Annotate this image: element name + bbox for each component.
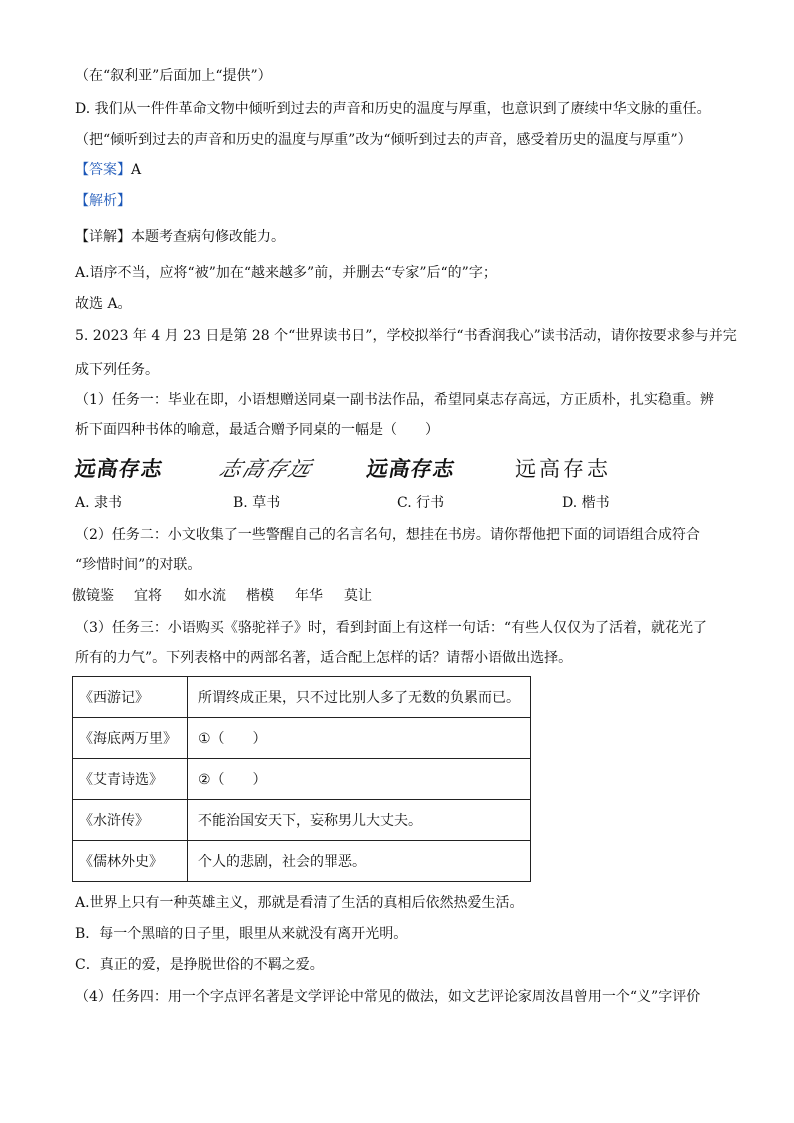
option-b: B. 草书 [233,495,281,511]
table-row [73,677,531,718]
table-row [73,759,531,800]
word-item: 傲镜鉴 [72,588,114,604]
explanation-a: A.语序不当，应将“被”加在“越来越多”前，并删去“专家”后“的”字； [75,265,497,281]
choice-a: A.世界上只有一种英雄主义，那就是看清了生活的真相后依然热爱生活。 [75,895,524,911]
task2-line1: （2）任务二：小文收集了一些警醒自己的名言名句，想挂在书房。请你帮他把下面的词语组合成符合 [75,527,700,543]
masterpiece-table [72,676,531,882]
book-title: 《儒林外史》 [73,841,188,882]
word-item: 如水流 [184,588,226,604]
question-5-line2: 成下列任务。 [75,362,159,378]
book-title: 《艾青诗选》 [73,759,188,800]
detail-text: 本题考查病句修改能力。 [131,229,285,245]
option-c: C. 行书 [397,495,445,511]
book-title: 《西游记》 [73,677,188,718]
calligraphy-caoshu: 志高存远 [216,457,316,481]
answer-tag: 【答案】 [75,162,131,178]
choose-a: 故选 A。 [75,296,132,312]
task3-line2: 所有的力气”。下列表格中的两部名著，适合配上怎样的话？请帮小语做出选择。 [75,650,573,666]
word-item: 楷模 [246,588,274,604]
rev-note-d: （把“倾听到过去的声音和历史的温度与厚重”改为“倾听到过去的声音，感受着历史的温度与厚重”） [75,132,692,148]
analysis-line [75,191,131,211]
detail-tag: 【详解】 [75,229,131,245]
option-d: D. 我们从一件件革命文物中倾听到过去的声音和历史的温度与厚重，也意识到了赓续中华文脉的重任。 [75,101,711,117]
script-options [75,493,715,513]
word-item: 莫让 [344,588,372,604]
book-quote: 所谓终成正果，只不过比别人多了无数的负累而已。 [188,677,531,718]
book-title: 《海底两万里》 [73,718,188,759]
rev-note-c: （在“叙利亚”后面加上“提供”） [75,68,272,84]
task4-line1: （4）任务四：用一个字点评名著是文学评论中常见的做法，如文艺评论家周汝昌曾用一个“义”字评价 [75,989,701,1005]
task2-line2: “珍惜时间”的对联。 [75,557,202,573]
book-quote: ②（ ） [188,759,531,800]
answer-value: A [131,162,142,178]
calligraphy-kaishu: 远高存志 [515,457,611,481]
detail-line [75,227,285,247]
word-item: 宜将 [134,588,162,604]
task1-line2: 析下面四种书体的喻意，最适合赠予同桌的一幅是（ ） [75,422,439,438]
book-title: 《水浒传》 [73,800,188,841]
option-d-script: D. 楷书 [562,495,610,511]
calligraphy-lishu: 远高存志 [73,457,165,481]
book-quote: 不能治国安天下，妄称男儿大丈夫。 [188,800,531,841]
word-item: 年华 [295,588,323,604]
task1-line1: （1）任务一：毕业在即，小语想赠送同桌一副书法作品，希望同桌志存高远，方正质朴，扎实稳重。辨 [75,392,714,408]
question-5-line1: 5. 2023 年 4 月 23 日是第 28 个“世界读书日”，学校拟举行“书香润我心”读书活动，请你按要求参与并完 [75,328,737,344]
table-row [73,800,531,841]
choice-c: C．真正的爱，是挣脱世俗的不羁之爱。 [75,957,324,973]
calligraphy-xingshu: 远高存志 [364,456,458,481]
task3-line1: （3）任务三：小语购买《骆驼祥子》时，看到封面上有这样一句话：“有些人仅仅为了活着，就花光了 [75,620,708,636]
book-quote: ①（ ） [188,718,531,759]
book-quote: 个人的悲剧，社会的罪恶。 [188,841,531,882]
table-row [73,718,531,759]
table-row [73,841,531,882]
analysis-tag: 【解析】 [75,193,131,209]
calligraphy-samples [75,452,715,486]
option-a: A. 隶书 [75,495,123,511]
choice-b: B．每一个黑暗的日子里，眼里从来就没有离开光明。 [75,926,408,942]
answer-line [75,160,141,180]
